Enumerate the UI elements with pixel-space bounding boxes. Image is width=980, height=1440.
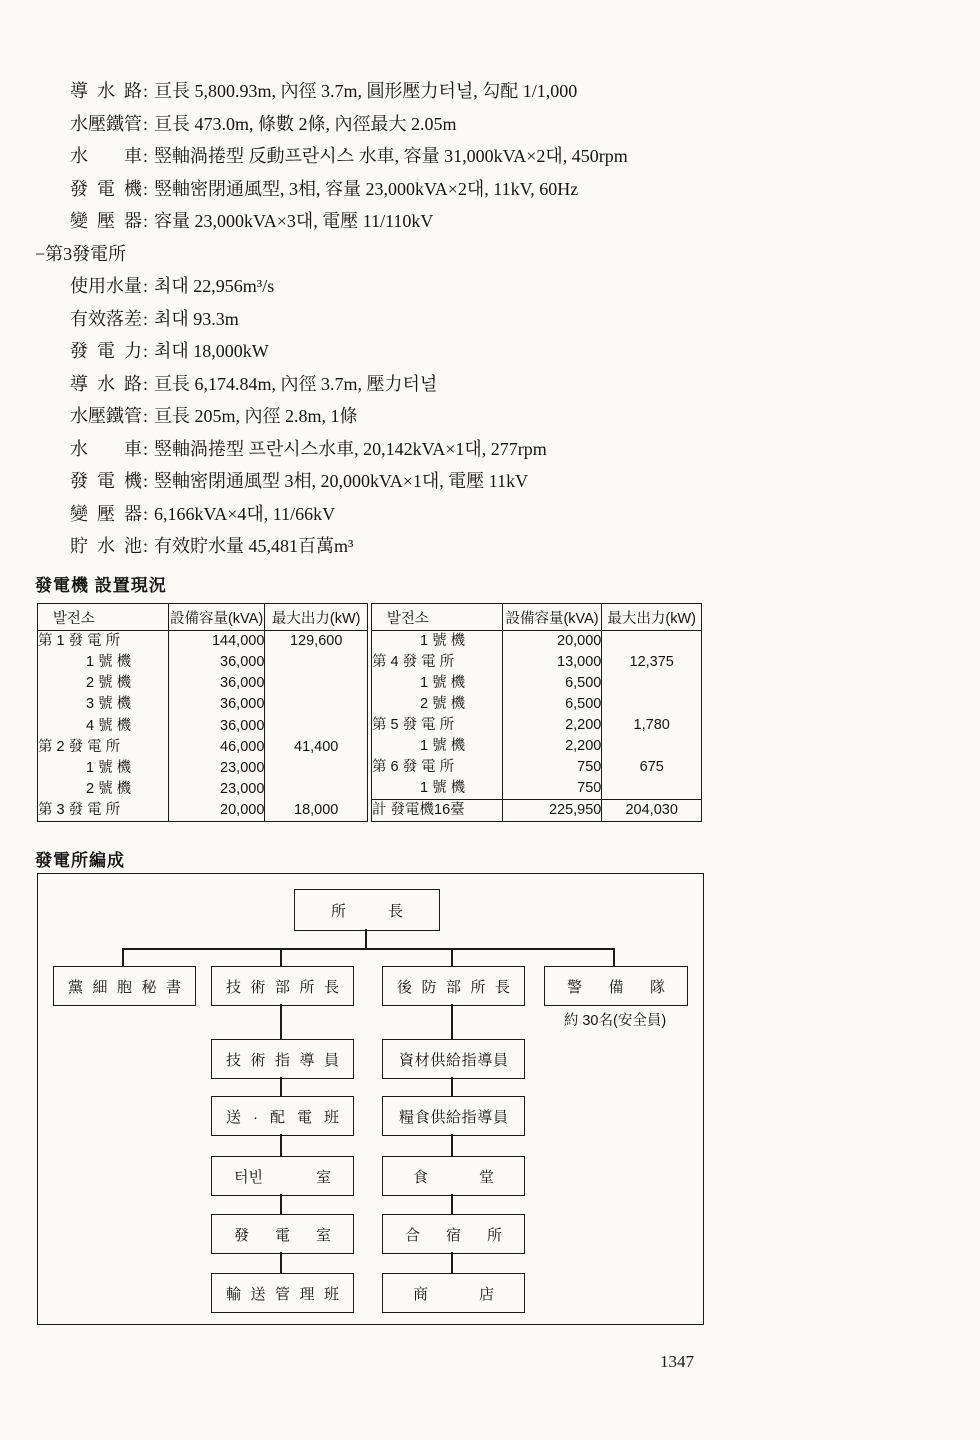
spec-colon: : <box>143 113 149 134</box>
plant-name-cell: 1 號 機 <box>372 631 503 653</box>
org-connector-line <box>365 929 367 948</box>
column-header-output: 最大出力(kW) <box>602 604 702 631</box>
spec-line <box>70 270 628 303</box>
spec-line <box>70 335 628 368</box>
capacity-cell: 13,000 <box>502 652 602 673</box>
table-row <box>38 758 368 779</box>
spec-value: 亘長 5,800.93m, 內徑 3.7m, 圓形壓力터널, 勾配 1/1,000 <box>154 81 578 101</box>
capacity-cell: 750 <box>502 757 602 778</box>
spec-line <box>70 433 628 466</box>
spec-label: 水壓鐵管 <box>70 406 142 426</box>
org-connector-line <box>451 1004 453 1039</box>
table-row <box>372 757 702 778</box>
org-box-technical-director: 技術部所長 <box>211 966 354 1006</box>
spec-colon: : <box>143 536 149 556</box>
org-box-turbine-room: 터빈室 <box>211 1156 354 1196</box>
spec-value: 6,166kVA×4대, 11/66kV <box>154 503 336 524</box>
plant-name-cell: 4 號 機 <box>38 715 169 736</box>
org-connector-line <box>123 948 615 950</box>
plant-name-cell: 1 號 機 <box>38 758 169 779</box>
table-right <box>371 603 702 822</box>
org-box-technical-advisor: 技術指導員 <box>211 1039 354 1079</box>
spec-line <box>70 400 628 433</box>
plant-name-cell: 第 2 發 電 所 <box>38 737 169 758</box>
orgchart-title: 發電所編成 <box>35 851 125 870</box>
spec-colon: : <box>143 81 149 101</box>
output-cell: 675 <box>602 757 702 778</box>
capacity-cell: 2,200 <box>502 736 602 757</box>
spec-line <box>70 303 628 336</box>
org-connector-line <box>280 1134 282 1156</box>
spec-line <box>70 530 628 563</box>
spec-line <box>70 75 628 108</box>
column-header-output: 最大出力(kW) <box>265 604 368 631</box>
org-connector-line <box>451 1194 453 1214</box>
org-connector-line <box>280 1077 282 1096</box>
spec-value: 亘長 205m, 內徑 2.8m, 1條 <box>154 406 358 426</box>
spec-value: 竪軸渦捲型 反動프란시스 水車, 容量 31,000kVA×2대, 450rpm <box>154 146 628 166</box>
spec-value: 亘長 473.0m, 條數 2條, 內徑最大 2.05m <box>154 113 457 134</box>
spec-label: 變壓器 <box>70 211 142 231</box>
spec-value: 최대 18,000kW <box>154 341 269 361</box>
table-total-row <box>372 800 702 822</box>
plant-name-cell: 2 號 機 <box>38 779 169 800</box>
org-connector-line <box>122 948 124 966</box>
plant-name-cell: 2 號 機 <box>372 694 503 715</box>
org-box-transport-management-team: 輸送管理班 <box>211 1273 354 1313</box>
table-row <box>38 800 368 822</box>
spec-colon: : <box>143 438 149 459</box>
spec-colon: : <box>143 146 149 166</box>
org-box-guard-unit: 警備隊 <box>544 966 688 1006</box>
section-heading: −第3發電所 <box>35 243 127 264</box>
spec-label: 發電機 <box>70 471 142 491</box>
spec-colon: : <box>143 178 149 199</box>
table-row <box>372 694 702 715</box>
spec-label: 水車 <box>70 438 142 459</box>
page-number: 1347 <box>660 1352 694 1371</box>
spec-value: 최대 22,956m³/s <box>154 276 275 296</box>
org-box-cafeteria: 食堂 <box>382 1156 525 1196</box>
spec-value: 竪軸密閉通風型, 3相, 容量 23,000kVA×2대, 11kV, 60Hz <box>154 178 579 199</box>
table-row <box>38 631 368 653</box>
spec-value: 최대 93.3m <box>154 308 239 329</box>
org-connector-line <box>451 1077 453 1096</box>
plant-name-cell: 1 號 機 <box>372 673 503 694</box>
capacity-cell: 20,000 <box>502 631 602 653</box>
capacity-cell: 36,000 <box>168 673 265 694</box>
plant-name-cell: 第 3 發 電 所 <box>38 800 169 822</box>
org-box-transmission-distribution-team: 送·配電班 <box>211 1096 354 1136</box>
spec-line <box>70 140 628 173</box>
table-left <box>37 603 368 822</box>
spec-label: 發電機 <box>70 178 142 199</box>
spec-label: 發電力 <box>70 341 142 361</box>
spec-line <box>70 498 628 531</box>
output-cell <box>602 694 702 715</box>
org-connector-line <box>613 948 615 966</box>
capacity-cell: 46,000 <box>168 737 265 758</box>
table-row <box>372 715 702 736</box>
table-row <box>38 673 368 694</box>
spec-label: 貯水池 <box>70 536 142 556</box>
org-box-food-supply-advisor: 糧食供給指導員 <box>382 1096 525 1136</box>
generator-table <box>37 603 702 822</box>
table-row <box>372 631 702 653</box>
plant-name-cell: 2 號 機 <box>38 673 169 694</box>
org-box-material-supply-advisor: 資材供給指導員 <box>382 1039 525 1079</box>
org-connector-line <box>451 1134 453 1156</box>
spec-label: 導水路 <box>70 81 142 101</box>
column-header-capacity: 設備容量(kVA) <box>168 604 265 631</box>
spec-colon: : <box>143 373 149 394</box>
output-cell <box>602 778 702 800</box>
plant-name-cell: 3 號 機 <box>38 694 169 715</box>
org-connector-line <box>280 1252 282 1273</box>
spec-label: 水車 <box>70 146 142 166</box>
plant-name-cell: 1 號 機 <box>38 652 169 673</box>
output-cell: 12,375 <box>602 652 702 673</box>
table-row <box>38 779 368 800</box>
spec-value: 容量 23,000kVA×3대, 電壓 11/110kV <box>154 211 434 231</box>
org-connector-line <box>280 948 282 966</box>
table-row <box>372 673 702 694</box>
org-connector-line <box>451 1252 453 1273</box>
table-row <box>38 715 368 736</box>
output-cell <box>265 673 368 694</box>
capacity-cell: 6,500 <box>502 673 602 694</box>
capacity-cell: 6,500 <box>502 694 602 715</box>
table-title: 發電機 設置現況 <box>35 576 167 595</box>
output-cell <box>265 758 368 779</box>
spec-line <box>70 173 628 206</box>
org-connector-line <box>280 1194 282 1214</box>
capacity-cell: 36,000 <box>168 652 265 673</box>
capacity-cell: 36,000 <box>168 715 265 736</box>
spec-section <box>35 75 628 563</box>
output-cell <box>265 652 368 673</box>
org-box-party-secretary: 黨細胞秘書 <box>53 966 196 1006</box>
capacity-cell: 20,000 <box>168 800 265 822</box>
spec-line <box>70 368 628 401</box>
spec-colon: : <box>143 276 149 296</box>
output-cell <box>265 694 368 715</box>
capacity-cell: 36,000 <box>168 694 265 715</box>
spec-colon: : <box>143 211 149 231</box>
org-box-director: 所長 <box>294 889 440 931</box>
output-cell: 129,600 <box>265 631 368 653</box>
output-cell <box>265 779 368 800</box>
plant-name-cell: 第 5 發 電 所 <box>372 715 503 736</box>
output-cell <box>602 673 702 694</box>
org-box-logistics-director: 後防部所長 <box>382 966 525 1006</box>
org-connector-line <box>451 948 453 966</box>
spec-colon: : <box>143 503 149 524</box>
capacity-cell: 144,000 <box>168 631 265 653</box>
org-box-shop: 商店 <box>382 1273 525 1313</box>
org-box-generator-room: 發電室 <box>211 1214 354 1254</box>
table-row <box>372 652 702 673</box>
spec-colon: : <box>143 471 149 491</box>
spec-label: 變壓器 <box>70 503 142 524</box>
spec-line <box>70 465 628 498</box>
guard-note: 約 30名(安全員) <box>563 1013 667 1029</box>
output-cell: 18,000 <box>265 800 368 822</box>
capacity-cell: 2,200 <box>502 715 602 736</box>
output-cell: 41,400 <box>265 737 368 758</box>
output-cell: 1,780 <box>602 715 702 736</box>
spec-label: 導水路 <box>70 373 142 394</box>
column-header-plant: 발전소 <box>38 604 169 631</box>
output-cell <box>602 736 702 757</box>
org-box-dormitory: 合宿所 <box>382 1214 525 1254</box>
table-row <box>38 737 368 758</box>
spec-value: 竪軸密閉通風型 3相, 20,000kVA×1대, 電壓 11kV <box>154 471 529 491</box>
plant-name-cell: 第 4 發 電 所 <box>372 652 503 673</box>
plant-name-cell: 1 號 機 <box>372 736 503 757</box>
spec-value: 有效貯水量 45,481百萬m³ <box>154 536 354 556</box>
output-cell <box>602 631 702 653</box>
org-connector-line <box>280 1004 282 1039</box>
capacity-cell: 23,000 <box>168 779 265 800</box>
table-row <box>38 694 368 715</box>
spec-line <box>70 108 628 141</box>
table-row <box>372 736 702 757</box>
spec-value: 竪軸渦捲型 프란시스水車, 20,142kVA×1대, 277rpm <box>154 438 547 459</box>
spec-colon: : <box>143 341 149 361</box>
output-cell <box>265 715 368 736</box>
table-row <box>372 778 702 800</box>
output-cell: 204,030 <box>602 800 702 822</box>
column-header-capacity: 設備容量(kVA) <box>502 604 602 631</box>
capacity-cell: 750 <box>502 778 602 800</box>
plant-name-cell: 計 發電機16臺 <box>372 800 503 822</box>
spec-value: 亘長 6,174.84m, 內徑 3.7m, 壓力터널 <box>154 373 438 394</box>
orgchart <box>37 873 704 1325</box>
spec-colon: : <box>143 406 149 426</box>
capacity-cell: 23,000 <box>168 758 265 779</box>
spec-label: 水壓鐵管 <box>70 113 142 134</box>
spec-colon: : <box>143 308 149 329</box>
table-row <box>38 652 368 673</box>
capacity-cell: 225,950 <box>502 800 602 822</box>
spec-label: 使用水量 <box>70 276 142 296</box>
spec-label: 有效落差 <box>70 308 142 329</box>
plant-name-cell: 第 6 發 電 所 <box>372 757 503 778</box>
plant-name-cell: 第 1 發 電 所 <box>38 631 169 653</box>
column-header-plant: 발전소 <box>372 604 503 631</box>
spec-line <box>70 205 628 238</box>
plant-name-cell: 1 號 機 <box>372 778 503 800</box>
